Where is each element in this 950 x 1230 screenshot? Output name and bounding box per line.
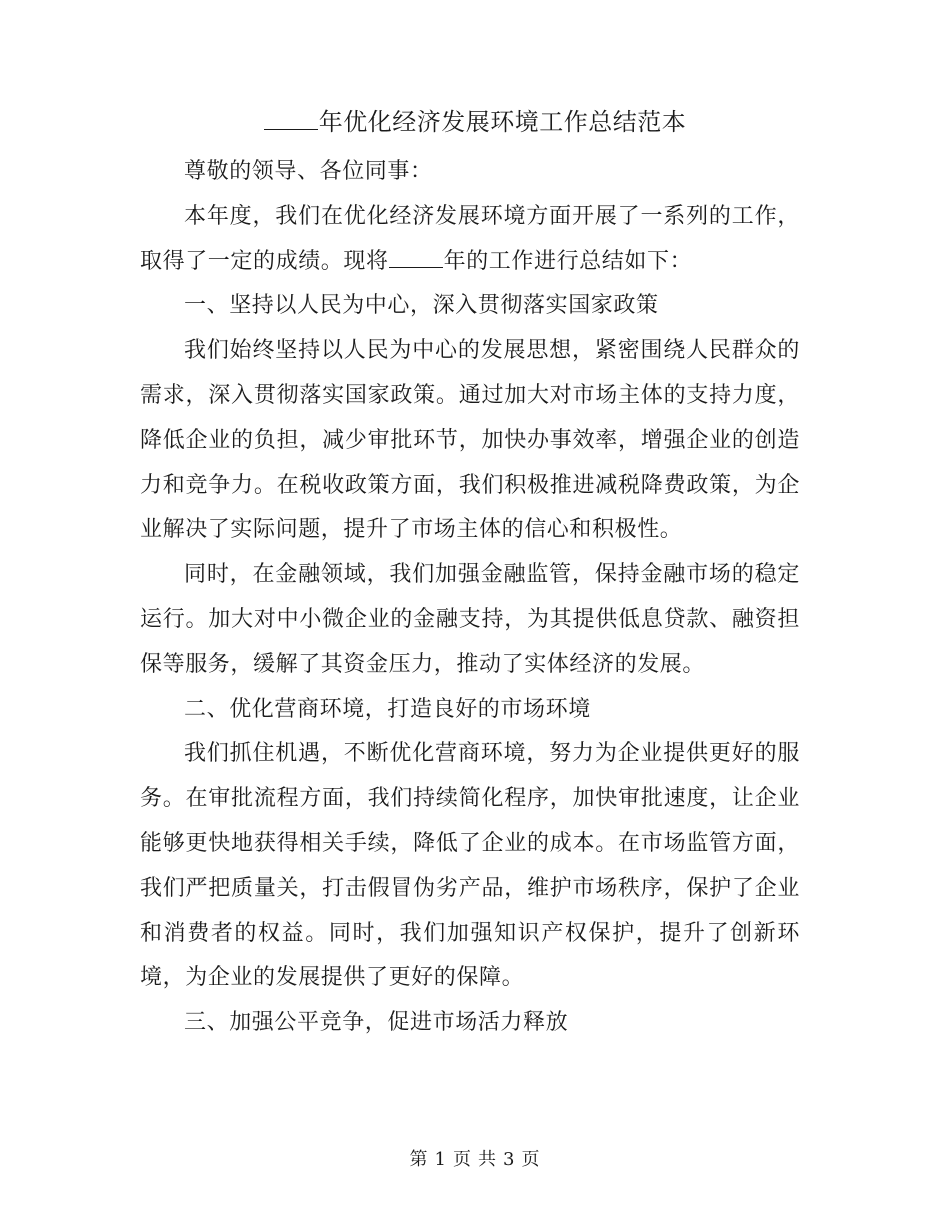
intro-year-blank: [389, 243, 443, 268]
intro-text-part2: 年的工作进行总结如下：: [443, 248, 693, 274]
title-text: 年优化经济发展环境工作总结范本: [318, 108, 687, 136]
footer-total-pages: 3: [503, 1149, 516, 1170]
page-footer: [0, 1148, 950, 1172]
paragraph-1: 我们始终坚持以人民为中心的发展思想，紧密围绕人民群众的需求，深入贯彻落实国家政策。通过加大对市场主体的支持力度，降低企业的负担，减少审批环节，加快办事效率，增强企业的创造力和竞争力。在税收政策方面，我们积极推进减税降费政策，为企业解决了实际问题，提升了市场主体的信心和积极性。: [140, 338, 800, 543]
footer-current-page: 1: [434, 1149, 447, 1170]
document-title: [0, 104, 950, 140]
paragraph-3: 我们抓住机遇，不断优化营商环境，努力为企业提供更好的服务。在审批流程方面，我们持续简化程序，加快审批速度，让企业能够更快地获得相关手续，降低了企业的成本。在市场监管方面，我们严把质量关，打击假冒伪劣产品，维护市场秩序，保护了企业和消费者的权益。同时，我们加强知识产权保护，提升了创新环境，为企业的发展提供了更好的保障。: [140, 741, 800, 991]
salutation: 尊敬的领导、各位同事：: [184, 159, 433, 184]
intro-paragraph: [140, 195, 800, 285]
footer-prefix: 第: [409, 1149, 429, 1170]
title-year-blank: [264, 105, 318, 130]
section-heading-2: 二、优化营商环境，打造良好的市场环境: [184, 696, 591, 722]
document-body: [140, 150, 800, 1046]
footer-page-word: 页: [453, 1149, 472, 1170]
footer-suffix: 页: [521, 1149, 541, 1170]
section-heading-1: 一、坚持以人民为中心，深入贯彻落实国家政策: [184, 293, 659, 319]
footer-total-word: 共: [478, 1149, 497, 1170]
paragraph-2: 同时，在金融领域，我们加强金融监管，保持金融市场的稳定运行。加大对中小微企业的金融支持，为其提供低息贷款、融资担保等服务，缓解了其资金压力，推动了实体经济的发展。: [140, 562, 800, 677]
section-heading-3: 三、加强公平竞争，促进市场活力释放: [184, 1010, 569, 1036]
intro-text-part1: 本年度，我们在优化经济发展环境方面开展了一系列的工作，取得了一定的成绩。现将: [140, 203, 800, 274]
